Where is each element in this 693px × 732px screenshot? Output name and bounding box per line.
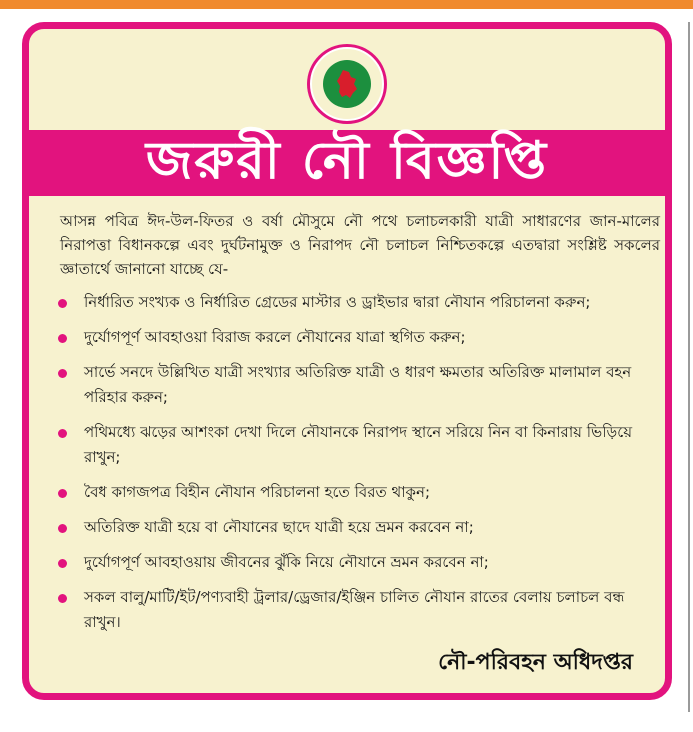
list-item-text: দুর্যোগপূর্ণ আবহাওয়া বিরাজ করলে নৌযানের যাত্রা স্থগিত করুন; bbox=[84, 328, 466, 346]
list-item bbox=[56, 480, 664, 505]
list-item-text: দুর্যোগপূর্ণ আবহাওয়ায় জীবনের ঝুঁকি নিয়ে নৌযানে ভ্রমন করবেন না; bbox=[84, 553, 489, 571]
bullet-dot-icon bbox=[58, 594, 67, 603]
seal-emblem bbox=[323, 60, 371, 108]
list-item-text: সকল বালু/মাটি/ইট/পণ্যবাহী ট্রলার/ড্রেজার/ইঞ্জিন চালিত নৌযান রাতের বেলায় চলাচল বন্ধ রাখুন। bbox=[84, 588, 625, 631]
issuer-signature: নৌ-পরিবহন অধিদপ্তর bbox=[438, 650, 633, 675]
list-item-text: নির্ধারিত সংখ্যক ও নির্ধারিত গ্রেডের মাস্টার ও ড্রাইভার দ্বারা নৌযান পরিচালনা করুন; bbox=[84, 293, 591, 311]
list-item bbox=[56, 585, 664, 635]
bullet-dot-icon bbox=[58, 524, 67, 533]
list-item bbox=[56, 550, 664, 575]
seal-ring bbox=[310, 47, 384, 121]
bullet-dot-icon bbox=[58, 299, 67, 308]
government-seal-icon bbox=[307, 44, 387, 124]
title-banner bbox=[29, 130, 665, 196]
top-accent-bar bbox=[0, 0, 693, 9]
list-item-text: বৈধ কাগজপত্র বিহীন নৌযান পরিচালনা হতে বিরত থাকুন; bbox=[84, 483, 431, 501]
list-item-text: সার্ভে সনদে উল্লিখিত যাত্রী সংখ্যার অতিরিক্ত যাত্রী ও ধারণ ক্ষমতার অতিরিক্ত মালামাল বহন পরিহার করুন; bbox=[84, 363, 632, 406]
list-item bbox=[56, 290, 664, 315]
bullet-dot-icon bbox=[58, 334, 67, 343]
list-item bbox=[56, 515, 664, 540]
list-item bbox=[56, 420, 664, 470]
bullet-dot-icon bbox=[58, 559, 67, 568]
bullet-dot-icon bbox=[58, 429, 67, 438]
list-item-text: পথিমধ্যে ঝড়ের আশংকা দেখা দিলে নৌযানকে নিরাপদ স্থানে সরিয়ে নিন বা কিনারায় ভিড়িয়ে রাখুন; bbox=[84, 423, 633, 466]
list-item-text: অতিরিক্ত যাত্রী হয়ে বা নৌযানের ছাদে যাত্রী হয়ে ভ্রমন করবেন না; bbox=[84, 518, 474, 536]
list-item bbox=[56, 325, 664, 350]
column-divider bbox=[688, 22, 690, 712]
bullet-dot-icon bbox=[58, 489, 67, 498]
bangladesh-map-icon bbox=[330, 67, 364, 101]
notice-title: জরুরী নৌ বিজ্ঞপ্তি bbox=[145, 130, 549, 191]
intro-paragraph: আসন্ন পবিত্র ঈদ-উল-ফিতর ও বর্ষা মৌসুমে নৌ পথে চলাচলকারী যাত্রী সাধারণের জান-মালের নিরাপত্তা বিধানকল্পে এবং দুর্ঘটনামুক্ত ও নিরাপদ নৌ চলাচল নিশ্চিতকল্পে এতদ্বারা সংশ্লিষ্ট সকলের জ্ঞাতার্থে জানানো যাচ্ছে যে- bbox=[60, 212, 660, 278]
list-item bbox=[56, 360, 664, 410]
bullet-dot-icon bbox=[58, 369, 67, 378]
instruction-list bbox=[56, 290, 664, 645]
